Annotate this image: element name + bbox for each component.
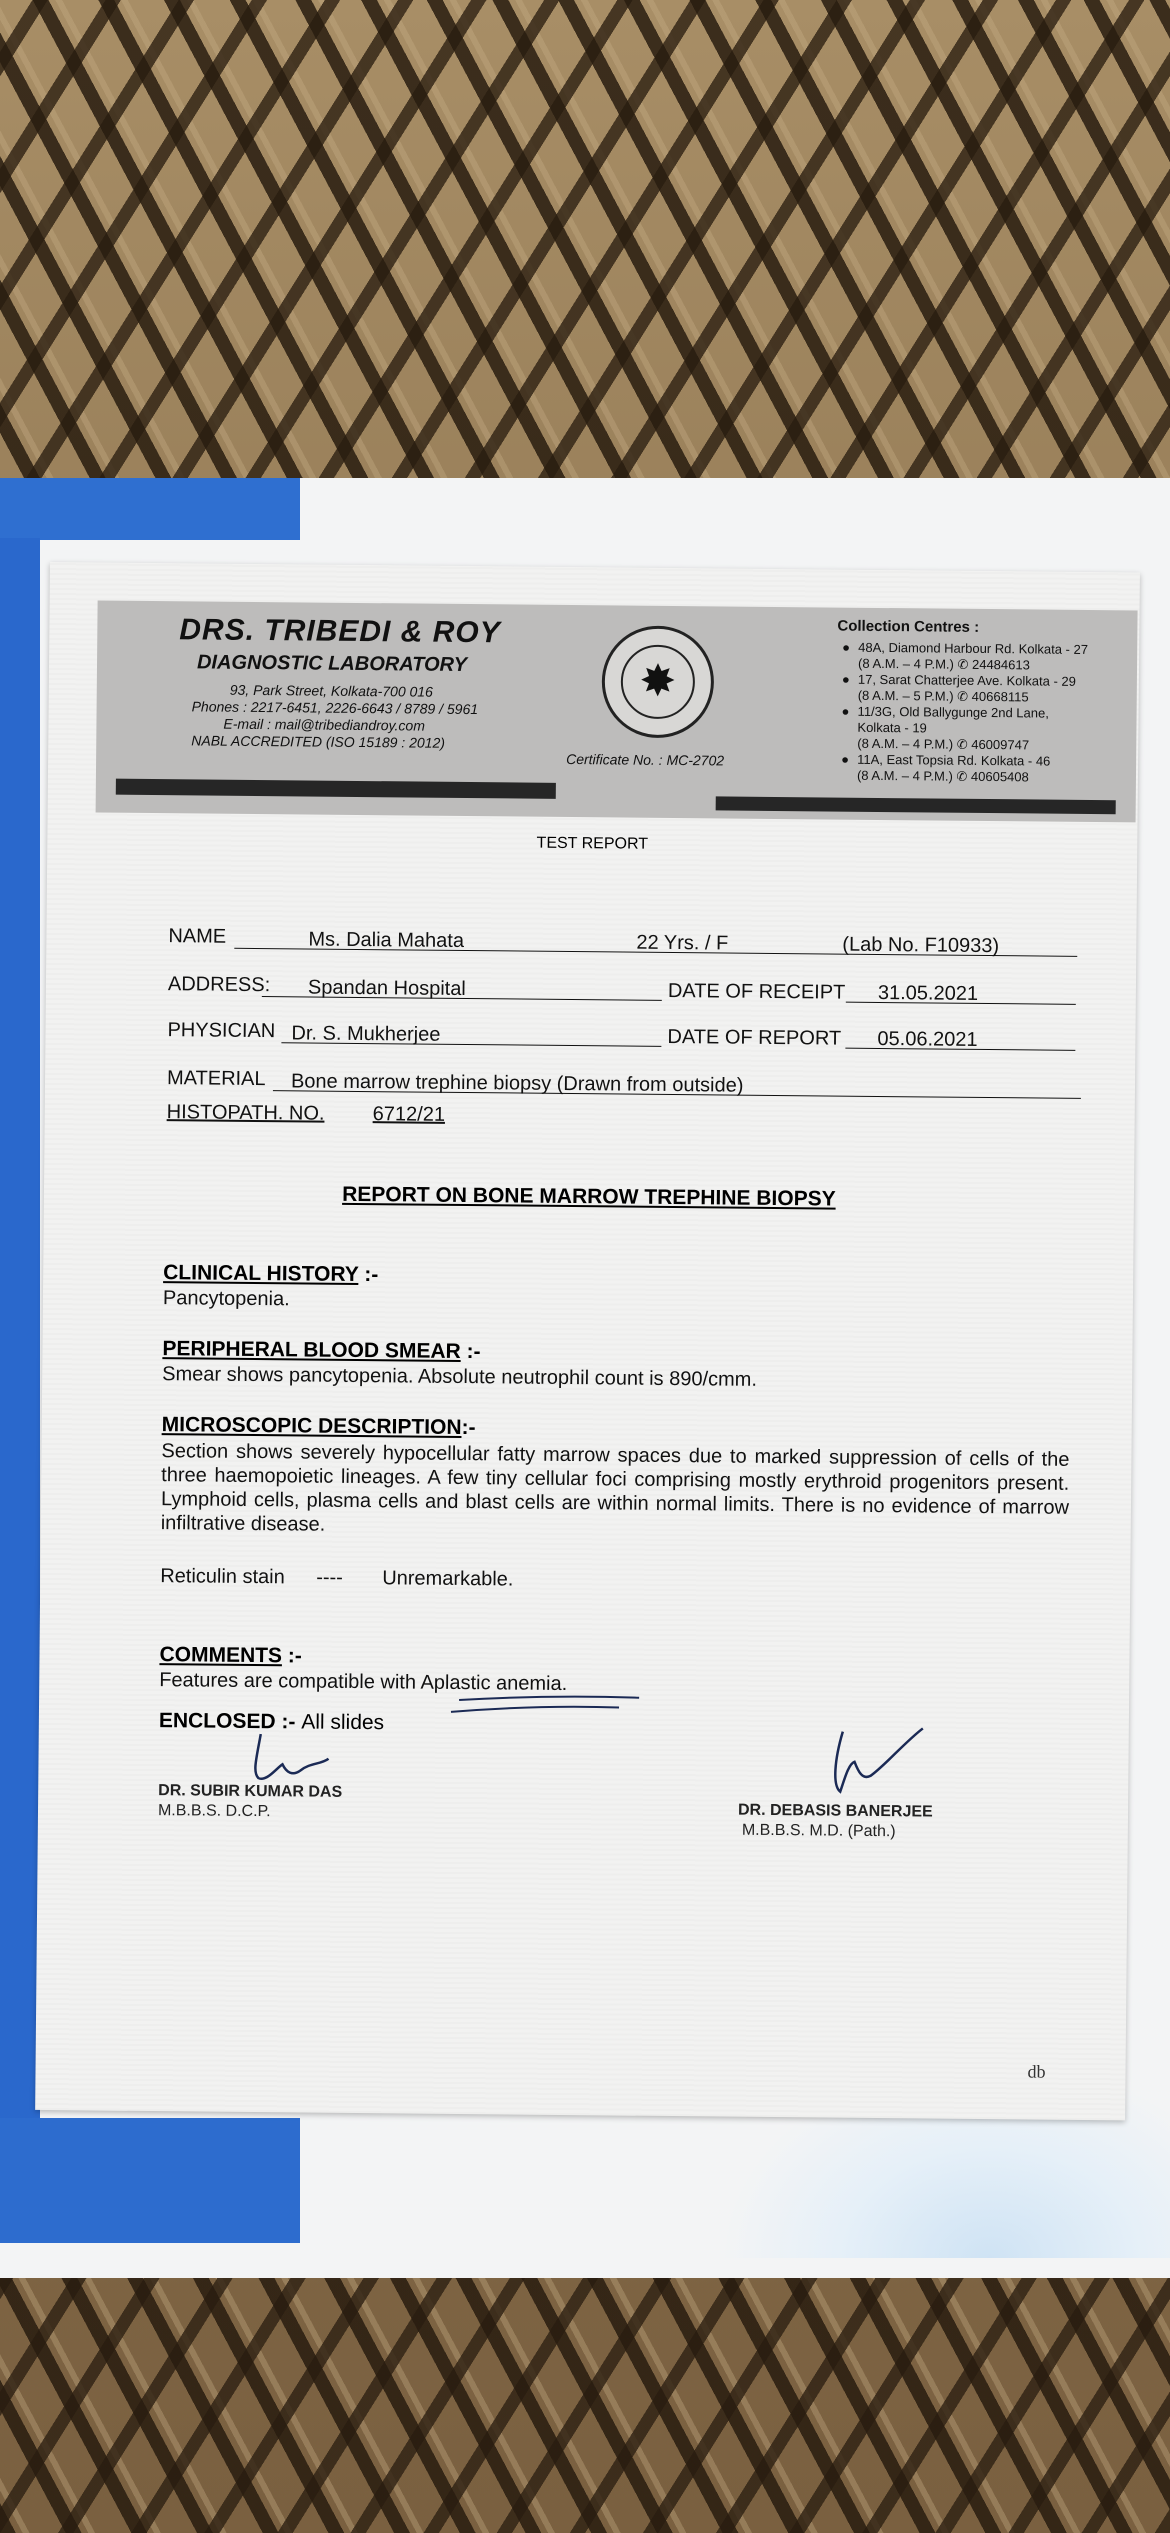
lab-address: [191, 681, 478, 752]
enclosed-text: All slides: [301, 1710, 385, 1735]
reticulin-label: Reticulin stain: [160, 1565, 285, 1589]
clinical-history-heading: CLINICAL HISTORY :-: [163, 1261, 379, 1287]
certificate-number: Certificate No. : MC-2702: [566, 750, 725, 769]
lab-name: DRS. TRIBEDI & ROY: [179, 613, 501, 650]
folder-blue-tab: [0, 478, 300, 540]
lab-address-line: Phones : 2217-6451, 2226-6643 / 8789 / 5961: [191, 698, 479, 718]
left-signatory-qualification: M.B.B.S. D.C.P.: [157, 1802, 271, 1821]
physician-label: PHYSICIAN: [167, 1019, 276, 1043]
lab-subtitle: DIAGNOSTIC LABORATORY: [196, 651, 468, 677]
comments-text: Features are compatible with Aplastic anemia.: [159, 1669, 568, 1696]
blood-smear-text: Smear shows pancytopenia. Absolute neutrophil count is 890/cmm.: [162, 1363, 758, 1391]
folder-blue-bottom: [0, 2118, 300, 2243]
letterhead: [96, 600, 1138, 822]
material-label: MATERIAL: [166, 1067, 266, 1091]
comments-heading: COMMENTS :-: [159, 1643, 302, 1668]
patient-address: Spandan Hospital: [307, 976, 466, 1001]
patient-age-sex: 22 Yrs. / F: [636, 931, 729, 955]
report-title: REPORT ON BONE MARROW TREPHINE BIOPSY: [342, 1182, 836, 1211]
letterhead-rule-left: [116, 779, 556, 799]
histopath-number: 6712/21: [372, 1103, 446, 1126]
lab-address-line: E-mail : mail@tribediandroy.com: [223, 715, 425, 734]
pen-underline-mark: [449, 1690, 649, 1722]
typist-initials: db: [1027, 2061, 1046, 2082]
collection-centre: ● 11/3G, Old Ballygunge 2nd Lane, Kolkata - 19 (8 A.M. – 4 P.M.) ✆ 46009747: [841, 703, 1049, 753]
right-signature: [818, 1719, 929, 1800]
physician-name: Dr. S. Mukherjee: [291, 1022, 441, 1046]
microscopic-heading: MICROSCOPIC DESCRIPTION:-: [161, 1413, 476, 1440]
material-value: Bone marrow trephine biopsy (Drawn from outside): [290, 1070, 744, 1097]
blood-smear-heading: PERIPHERAL BLOOD SMEAR :-: [162, 1337, 481, 1364]
receipt-date-label: DATE OF RECEIPT: [667, 979, 846, 1004]
patient-name: Ms. Dalia Mahata: [308, 928, 465, 952]
reticulin-dash: ----: [316, 1566, 344, 1589]
test-report-heading: TEST REPORT: [536, 834, 649, 853]
letterhead-rule-right: [716, 796, 1116, 814]
reticulin-value: Unremarkable.: [382, 1567, 514, 1591]
lab-address-line: 93, Park Street, Kolkata-700 016: [229, 681, 433, 700]
lab-address-line: NABL ACCREDITED (ISO 15189 : 2012): [191, 732, 446, 751]
report-date-label: DATE OF REPORT: [667, 1025, 842, 1050]
lab-number: (Lab No. F10933): [842, 933, 1000, 958]
address-label: ADDRESS:: [167, 973, 271, 997]
name-label: NAME: [168, 925, 227, 948]
collection-centre: ● 17, Sarat Chatterjee Ave. Kolkata - 29 (8 A.M. – 5 P.M.) ✆ 40668115: [841, 671, 1076, 705]
enclosed-heading: ENCLOSED :- All slides: [158, 1709, 385, 1735]
collection-centres-title: Collection Centres :: [837, 617, 980, 636]
left-signature: [238, 1728, 349, 1789]
collection-centres-list: [841, 640, 1088, 786]
right-signatory-name: DR. DEBASIS BANERJEE: [737, 1801, 933, 1821]
folder-blue-strip: [0, 538, 40, 2238]
report-date: 05.06.2021: [877, 1027, 978, 1051]
microscopic-text: Section shows severely hypocellular fatty marrow spaces due to marked suppression of cells of the three haemopoietic lineages. A few tiny cellular foci comprising mostly erythroid progenitors present. Lymphoid cells, plasma cells and blast cells are within normal limits. There is no evidence of marrow infiltrative disease.: [160, 1440, 1070, 1536]
receipt-date: 31.05.2021: [877, 981, 979, 1005]
collection-centre: ● 48A, Diamond Harbour Rd. Kolkata - 27 (8 A.M. – 4 P.M.) ✆ 24484613: [842, 639, 1089, 673]
histopath-label: HISTOPATH. NO.: [166, 1101, 325, 1125]
nabl-seal-icon: ✸: [601, 625, 714, 738]
right-signatory-qualification: M.B.B.S. M.D. (Path.): [741, 1821, 896, 1841]
clinical-history-text: Pancytopenia.: [162, 1287, 290, 1311]
report-paper: [35, 562, 1140, 2120]
left-signatory-name: DR. SUBIR KUMAR DAS: [158, 1782, 343, 1801]
collection-centre: ● 11A, East Topsia Rd. Kolkata - 46 (8 A.M. – 4 P.M.) ✆ 40605408: [841, 751, 1051, 785]
